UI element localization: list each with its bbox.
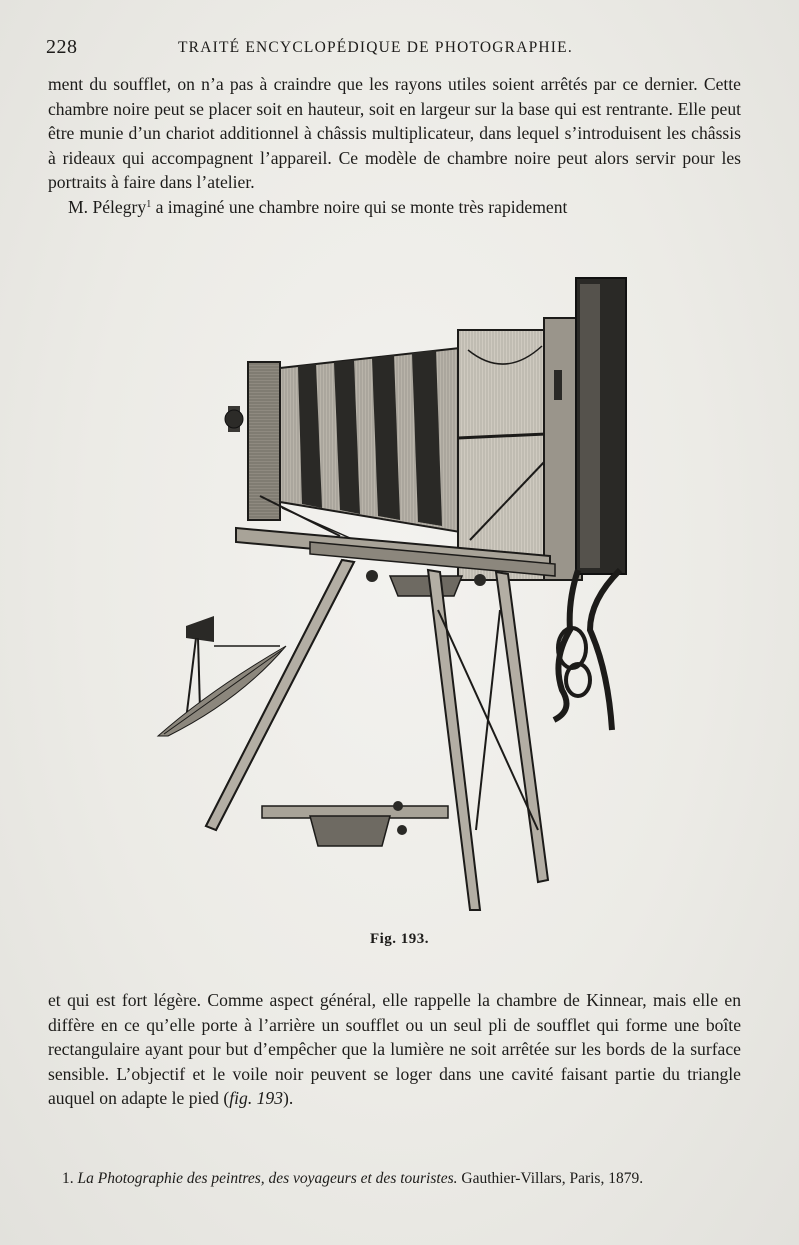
running-head <box>46 36 746 60</box>
footnote-title: La Photographie des peintres, des voyageurs et des touristes. <box>77 1170 458 1187</box>
paragraph: ment du soufflet, on n’a pas à craindre que les rayons utiles soient arrêtés par ce dernier. Cette chambre noire peut se placer soit en hauteur, soit en largeur sur la base qui est rentrante. Elle peut être munie d’un chariot additionnel à châssis multiplicateur, dans lequel s’introduisent les châssis à rideaux qui accompagnent l’appareil. Ce modèle de chambre noire peut alors servir pour les portraits à faire dans l’atelier. <box>48 74 741 193</box>
lens-cavity-detail <box>262 801 448 846</box>
bellows <box>280 348 460 532</box>
footnote-reference[interactable]: 1 <box>146 198 152 210</box>
carrying-strap <box>554 570 620 730</box>
paragraph-text: et qui est fort légère. Comme aspect général, elle rappelle la chambre de Kinnear, mais elle en diffère en ce qu’elle porte à l’arrière un soufflet ou un seul pli de soufflet qui forme une boîte rectangulaire ayant pour but d’empêcher que la lumière ne soit arrêtée sur les bords de la surface sensible. L’objectif et le voile noir peuvent se loger dans une cavité faisant partie du triangle auquel on adapte le pied ( <box>48 990 741 1109</box>
figure-reference[interactable]: fig. 193 <box>229 1088 284 1109</box>
paragraph-end: ). <box>283 1088 294 1109</box>
lens <box>225 406 243 432</box>
body-text-bottom <box>48 988 741 1111</box>
paragraph <box>48 988 741 1111</box>
figure-caption: Fig. 193. <box>369 931 430 947</box>
footnote <box>48 1168 741 1190</box>
running-title: TRAITÉ ENCYCLOPÉDIQUE DE PHOTOGRAPHIE. <box>178 39 573 56</box>
camera-engraving <box>150 270 650 920</box>
body-text-top <box>48 72 741 220</box>
footnote-number: 1. <box>62 1170 74 1187</box>
page-number: 228 <box>46 36 78 58</box>
paragraph <box>48 195 741 220</box>
author-name: M. Pélegry <box>68 196 147 217</box>
footnote-publisher: Gauthier-Villars, Paris, 1879. <box>457 1170 644 1187</box>
paragraph-continuation: a imaginé une chambre noire qui se monte très rapidement <box>151 196 568 217</box>
front-standard <box>248 362 280 520</box>
camera-back <box>458 278 626 580</box>
tripod-legs <box>206 560 548 910</box>
